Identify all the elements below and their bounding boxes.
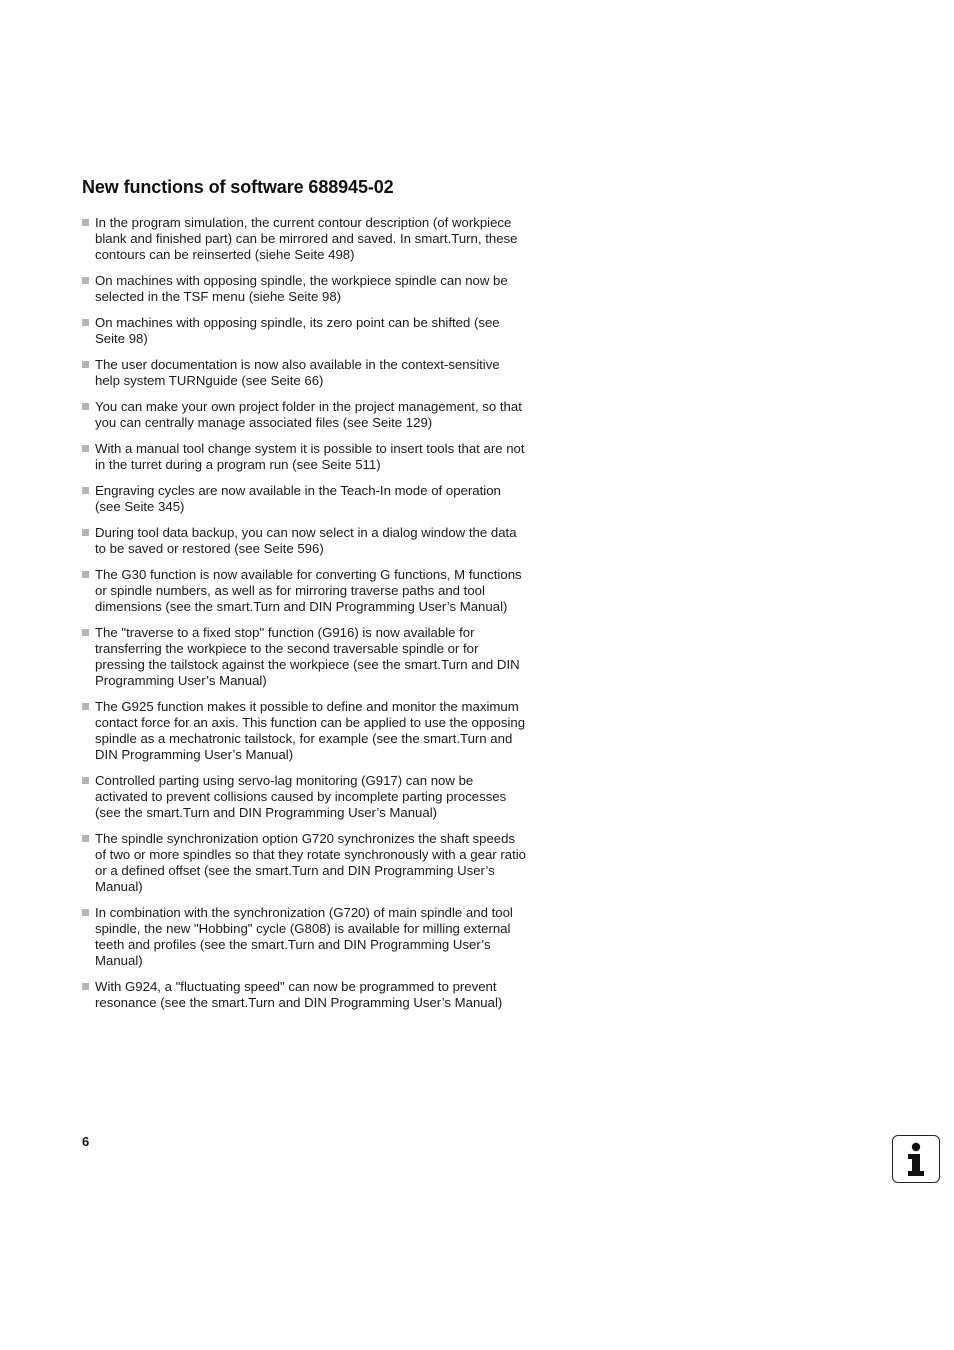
square-bullet-icon [82,445,89,452]
list-item-text: With a manual tool change system it is possible to insert tools that are not in the turret during a program run (see Seite 511) [95,441,525,472]
list-item [82,625,528,689]
list-item [82,831,528,895]
list-item-text: In the program simulation, the current contour description (of workpiece blank and finished part) can be mirrored and saved. In smart.Turn, these contours can be reinserted (siehe Seite 498) [95,215,518,262]
info-glyph [893,1136,938,1181]
list-item [82,215,528,263]
square-bullet-icon [82,629,89,636]
list-item-text: The G925 function makes it possible to define and monitor the maximum contact force for an axis. This function can be applied to use the opposing spindle as a mechatronic tailstock, for example (see the smart.Turn and DIN Programming User’s Manual) [95,699,526,762]
square-bullet-icon [82,403,89,410]
square-bullet-icon [82,277,89,284]
info-icon [892,1135,940,1183]
square-bullet-icon [82,571,89,578]
list-item-text: The G30 function is now available for converting G functions, M functions or spindle numbers, as well as for mirroring traverse paths and tool dimensions (see the smart.Turn and DIN Programming User’s Manual) [95,567,522,614]
square-bullet-icon [82,529,89,536]
list-item-text: On machines with opposing spindle, the workpiece spindle can now be selected in the TSF menu (siehe Seite 98) [95,273,508,304]
list-item [82,699,528,763]
square-bullet-icon [82,909,89,916]
list-item-text: On machines with opposing spindle, its zero point can be shifted (see Seite 98) [95,315,500,346]
list-item [82,441,528,473]
list-item-text: During tool data backup, you can now select in a dialog window the data to be saved or restored (see Seite 596) [95,525,517,556]
list-item [82,399,528,431]
page-number: 6 [82,1134,90,1149]
list-item-text: You can make your own project folder in the project management, so that you can centrally manage associated files (see Seite 129) [95,399,522,430]
square-bullet-icon [82,703,89,710]
list-item [82,773,528,821]
list-item-text: The user documentation is now also available in the context-sensitive help system TURNguide (see Seite 66) [95,357,500,388]
square-bullet-icon [82,983,89,990]
list-item [82,273,528,305]
square-bullet-icon [82,835,89,842]
list-item-text: Engraving cycles are now available in the Teach-In mode of operation (see Seite 345) [95,483,501,514]
list-item-text: Controlled parting using servo-lag monitoring (G917) can now be activated to prevent collisions caused by incomplete parting processes (see the smart.Turn and DIN Programming User’s Manual) [95,773,507,820]
list-item [82,357,528,389]
list-item-text: In combination with the synchronization (G720) of main spindle and tool spindle, the new "Hobbing" cycle (G808) is available for milling external teeth and profiles (see the smart.Turn and DIN Programming User’s Manual) [95,905,513,968]
list-item [82,905,528,969]
square-bullet-icon [82,487,89,494]
list-item [82,315,528,347]
page-title: New functions of software 688945-02 [82,177,394,197]
square-bullet-icon [82,319,89,326]
list-item [82,979,528,1011]
square-bullet-icon [82,361,89,368]
feature-list [82,215,528,1021]
list-item [82,483,528,515]
list-item-text: The "traverse to a fixed stop" function (G916) is now available for transferring the workpiece to the second traversable spindle or for pressing the tailstock against the workpiece (see the smart.Turn and DIN Programming User’s Manual) [95,625,520,688]
list-item [82,525,528,557]
list-item [82,567,528,615]
list-item-text: The spindle synchronization option G720 synchronizes the shaft speeds of two or more spindles so that they rotate synchronously with a gear ratio or a defined offset (see the smart.Turn and DIN Programming User’s Manual) [95,831,527,894]
square-bullet-icon [82,777,89,784]
square-bullet-icon [82,219,89,226]
list-item-text: With G924, a "fluctuating speed" can now be programmed to prevent resonance (see the smart.Turn and DIN Programming User’s Manual) [95,979,503,1010]
